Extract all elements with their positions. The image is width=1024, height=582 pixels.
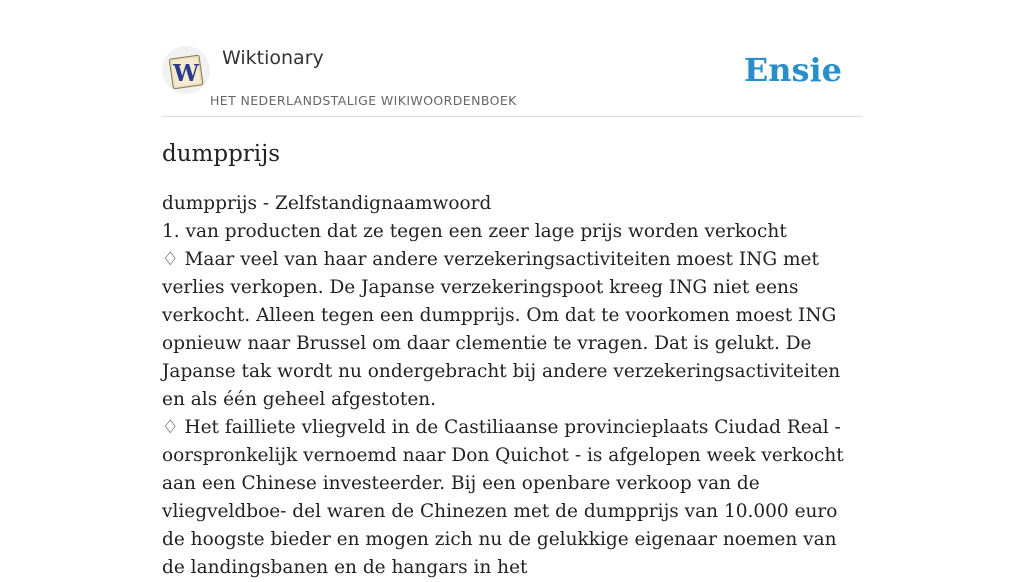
- main-content: [162, 116, 862, 582]
- site-tagline: HET NEDERLANDSTALIGE WIKIWOORDENBOEK: [210, 93, 517, 108]
- entry-definition: 1. van producten dat ze tegen een zeer lage prijs worden verkocht: [162, 221, 787, 242]
- wiktionary-logo-icon[interactable]: [162, 46, 210, 94]
- logo-letter: W: [173, 60, 199, 87]
- entry-heading: dumpprijs - Zelfstandignaamwoord: [162, 193, 492, 214]
- site-header: [162, 0, 862, 117]
- dictionary-entry: [162, 190, 862, 582]
- example-sentence: ♢ Maar veel van haar andere verzekeringsactiviteiten moest ING met verlies verkopen. De Japanse verzekeringspoot kreeg ING niet eens verkocht. Alleen tegen een dumpprijs. Om dat te voorkomen moest ING opnieuw naar Brussel om daar clementie te vragen. Dat is gelukt. De Japanse tak wordt nu ondergebracht bij andere verzekeringsactiviteiten en als één geheel afgestoten.: [162, 249, 841, 410]
- example-sentence: ♢ Het failliete vliegveld in de Castiliaanse provincieplaats Ciudad Real - oorspronkelijk vernoemd naar Don Quichot - is afgelopen week verkocht aan een Chinese investeerder. Bij een openbare verkoop van de vliegveldboe- del waren de Chinezen met de dumpprijs van 10.000 euro de hoogste bieder en mogen zich nu de gelukkige eigenaar noemen van de landingsbanen en de hangars in het: [162, 417, 844, 578]
- page-title: dumpprijs: [162, 141, 281, 167]
- ensie-brand-logo[interactable]: Ensie: [743, 51, 842, 89]
- site-name[interactable]: Wiktionary: [222, 47, 324, 69]
